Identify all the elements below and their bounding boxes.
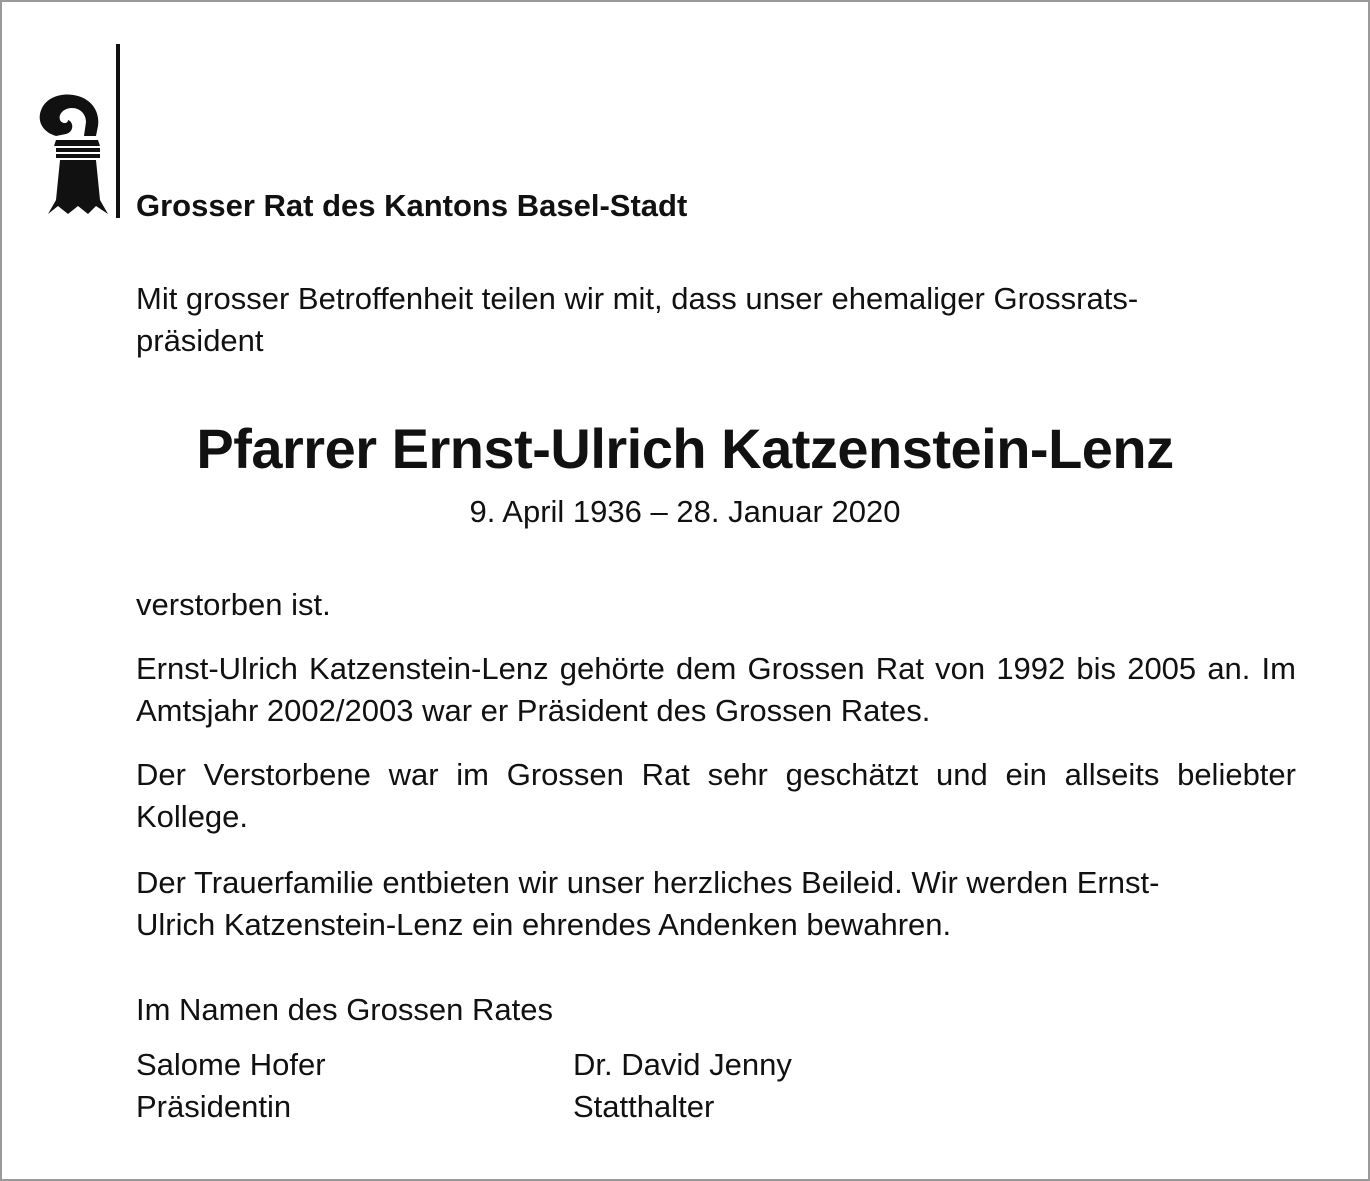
signatory-role: Präsidentin	[136, 1089, 292, 1124]
deceased-name: Pfarrer Ernst-Ulrich Katzenstein-Lenz	[196, 417, 1174, 480]
paragraph-condolences: Der Trauerfamilie entbieten wir unser herzliches Beileid. Wir werden Ernst- Ulrich Katzenstein-Lenz ein ehrendes Andenken bewahren.	[136, 865, 1160, 942]
paragraph-deceased: verstorben ist.	[136, 587, 331, 622]
signatory-role: Statthalter	[573, 1089, 715, 1124]
organization-name: Grosser Rat des Kantons Basel-Stadt	[136, 188, 688, 223]
signatory-vice-president	[573, 1044, 792, 1128]
life-dates: 9. April 1936 – 28. Januar 2020	[469, 494, 901, 529]
paragraph-career: Ernst-Ulrich Katzenstein-Lenz gehörte dem Grossen Rat von 1992 bis 2005 an. Im Amtsjahr 2002/2003 war er Präsident des Grossen Rates.	[136, 651, 1296, 728]
signatory-name: Salome Hofer	[136, 1047, 326, 1082]
closing-line: Im Namen des Grossen Rates	[136, 992, 553, 1027]
signatory-president	[136, 1044, 326, 1128]
basel-crozier-crest-icon	[34, 92, 110, 216]
header-divider	[116, 44, 120, 218]
signatory-name: Dr. David Jenny	[573, 1047, 792, 1082]
intro-text: Mit grosser Betroffenheit teilen wir mit, dass unser ehemaliger Grossrats- präsident	[136, 281, 1139, 358]
paragraph-esteem: Der Verstorbene war im Grossen Rat sehr geschätzt und ein allseits beliebter Kollege.	[136, 757, 1296, 834]
